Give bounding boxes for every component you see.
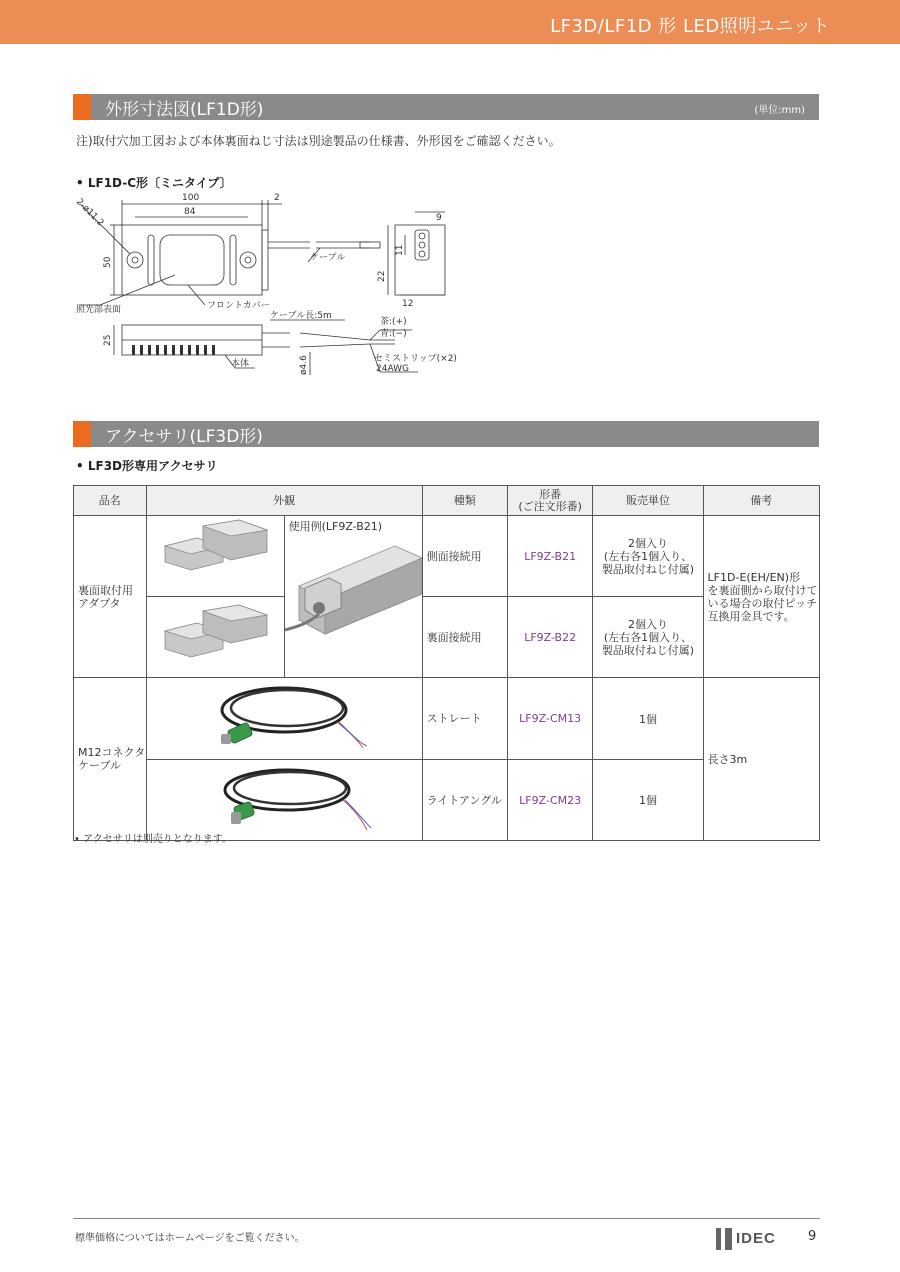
accessory-table [73, 485, 820, 841]
header-appearance: 外観 [146, 486, 422, 516]
label-brown: 茶:(+) [380, 317, 407, 327]
adapter-b22-unit: 2個入り (左右各1個入り、 製品取付ねじ付属) [593, 597, 703, 678]
header-model: 形番 (ご注文形番) [507, 486, 592, 516]
accessory-subhead: • LF3D形専用アクセサリ [76, 459, 218, 473]
dim-22: 22 [377, 270, 387, 282]
model-subhead: • LF1D-C形〔ミニタイプ〕 [76, 176, 232, 190]
label-awg: 24AWG [376, 364, 409, 374]
dim-50: 50 [103, 256, 113, 268]
table-header-row [74, 486, 820, 516]
dimension-note: 注)取付穴加工図および本体裏面ねじ寸法は別途製品の仕様書、外形図をご確認ください。 [76, 134, 561, 148]
usage-example-label: 使用例(LF9Z-B21) [288, 520, 383, 533]
mount-hole-right [240, 252, 256, 268]
angle-cable-image [147, 760, 421, 837]
accessory-note: • アクセサリは別売りとなります。 [74, 834, 232, 845]
cable-cm23-type: ライトアングル [422, 760, 507, 841]
cable-cm23-model: LF9Z-CM23 [507, 760, 592, 841]
label-surface: 照光部表面 [76, 305, 122, 315]
cable-cm13-unit: 1個 [593, 678, 703, 760]
side-adapter-image [147, 516, 284, 593]
section-title: 外形寸法図(LF1D形) [105, 100, 264, 120]
dim-12: 12 [402, 299, 414, 309]
adapter-b21-model: LF9Z-B21 [507, 516, 592, 597]
top-view-endcap [262, 230, 268, 290]
cable-cm13-type: ストレート [422, 678, 507, 760]
dim-46: ø4.6 [299, 355, 309, 375]
adapter-b21-type: 側面接続用 [422, 516, 507, 597]
label-blue: 青:(−) [380, 329, 407, 339]
adapter-b22-type: 裏面接続用 [422, 597, 507, 678]
section-bar-dimensions [73, 94, 819, 120]
table-row [74, 678, 820, 760]
dim-25: 25 [103, 334, 113, 346]
rear-adapter-image [147, 597, 284, 674]
footer-text: 標準価格についてはホームページをご覧ください。 [75, 1233, 305, 1244]
straight-cable-image [147, 678, 421, 756]
document-title: LF3D/LF1D 形 LED照明ユニット [550, 16, 830, 37]
header-remarks: 備考 [703, 486, 819, 516]
label-body: 本体 [231, 359, 250, 369]
usage-example-cell [284, 516, 422, 678]
unit-label: (単位:mm) [754, 105, 805, 116]
section-accent [73, 421, 91, 447]
mount-hole-left [127, 252, 143, 268]
cable-straight-image-cell [146, 678, 422, 760]
adapter-b22-model: LF9Z-B22 [507, 597, 592, 678]
adapter-remarks: LF1D-E(EH/EN)形 を裏面側から取付けて いる場合の取付ピッチ 互換用金具です。 [703, 516, 819, 678]
section-bar-accessories [73, 421, 819, 447]
label-front-cover: フロントカバー [207, 301, 270, 311]
header-type: 種類 [422, 486, 507, 516]
dim-hole: 2-ø11.2 [73, 197, 106, 229]
dim-84: 84 [184, 207, 196, 217]
label-semistrip: セミストリップ(×2) [374, 354, 457, 364]
dim-100: 100 [182, 193, 200, 203]
usage-example-image [285, 516, 422, 670]
section-accent [73, 94, 91, 120]
cable-cm23-unit: 1個 [593, 760, 703, 841]
label-cable-length: ケーブル長:5m [270, 311, 332, 321]
footer-divider [73, 1218, 820, 1219]
idec-logo: IDEC [716, 1228, 778, 1250]
adapter-b21-unit: 2個入り (左右各1個入り、 製品取付ねじ付属) [593, 516, 703, 597]
page-number: 9 [808, 1229, 817, 1244]
dim-11: 11 [395, 244, 405, 256]
header-name: 品名 [74, 486, 147, 516]
cable-cm13-model: LF9Z-CM13 [507, 678, 592, 760]
cable-angle-image-cell [146, 760, 422, 841]
dimension-drawing [70, 190, 490, 390]
header-unit: 販売単位 [593, 486, 703, 516]
adapter-b22-image-cell [146, 597, 284, 678]
dim-9: 9 [436, 213, 442, 223]
adapter-name: 裏面取付用 アダプタ [74, 516, 147, 678]
label-cable: ケーブル [310, 253, 346, 263]
cable-remarks: 長さ3m [703, 678, 819, 841]
table-row [74, 516, 820, 597]
cable-name: M12コネクタ ケーブル [74, 678, 147, 841]
header-band [0, 0, 900, 44]
adapter-b21-image-cell [146, 516, 284, 597]
logo-mark-icon [716, 1228, 732, 1250]
section-title: アクセサリ(LF3D形) [105, 427, 263, 447]
dim-2: 2 [274, 193, 280, 203]
